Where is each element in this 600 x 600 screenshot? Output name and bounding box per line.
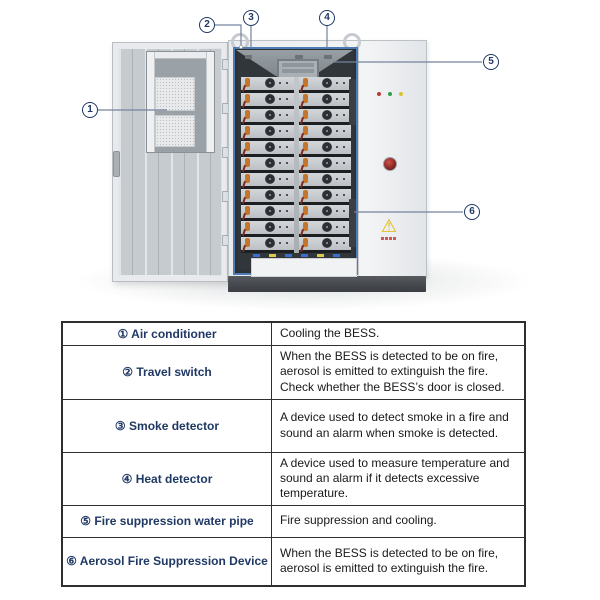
component-name: Smoke detector — [129, 418, 220, 433]
row-number: ④ — [121, 471, 133, 486]
description-cell: When the BESS is detected to be on fire, aerosol is emitted to extinguish the fire. — [272, 537, 526, 586]
callout-1-air-conditioner: 1 — [82, 102, 98, 118]
component-cell — [62, 505, 272, 537]
component-cell — [62, 452, 272, 505]
description-cell: Cooling the BESS. — [272, 322, 526, 345]
component-name: Air conditioner — [131, 326, 217, 341]
callout-6-aerosol-device: 6 — [464, 204, 480, 220]
table-row — [62, 537, 525, 586]
component-name: Heat detector — [135, 471, 213, 486]
table-row — [62, 452, 525, 505]
callout-5-fire-suppression-water-pipe: 5 — [483, 54, 499, 70]
callout-4-heat-detector: 4 — [319, 10, 335, 26]
leader-line-2 — [214, 25, 241, 45]
table-row — [62, 505, 525, 537]
callout-2-travel-switch: 2 — [199, 17, 215, 33]
warning-triangle-icon: ⚠ — [380, 216, 398, 236]
travel-switch-point — [239, 45, 242, 48]
description-cell: A device used to measure temperature and sound an alarm if it detects excessive temperature. — [272, 452, 526, 505]
row-number: ② — [122, 365, 134, 379]
component-name: Aerosol Fire Suppression Device — [79, 554, 268, 569]
table-row — [62, 345, 525, 399]
row-number: ⑥ — [66, 554, 77, 569]
component-name: Fire suppression water pipe — [94, 514, 254, 529]
component-name: Travel switch — [136, 365, 212, 379]
component-cell — [62, 322, 272, 345]
row-number: ① — [117, 326, 129, 341]
description-cell: Fire suppression and cooling. — [272, 505, 526, 537]
description-cell: When the BESS is detected to be on fire, aerosol is emitted to extinguish the fire. Check whether the BESS’s door is closed. — [272, 345, 526, 399]
component-table — [61, 321, 526, 587]
callout-3-smoke-detector: 3 — [243, 10, 259, 26]
description-cell: A device used to detect smoke in a fire and sound an alarm when smoke is detected. — [272, 399, 526, 452]
row-number: ⑤ — [80, 514, 92, 529]
table-row — [62, 322, 525, 345]
row-number: ③ — [114, 418, 126, 433]
component-cell — [62, 537, 272, 586]
component-cell — [62, 345, 272, 399]
table-row — [62, 399, 525, 452]
component-cell — [62, 399, 272, 452]
